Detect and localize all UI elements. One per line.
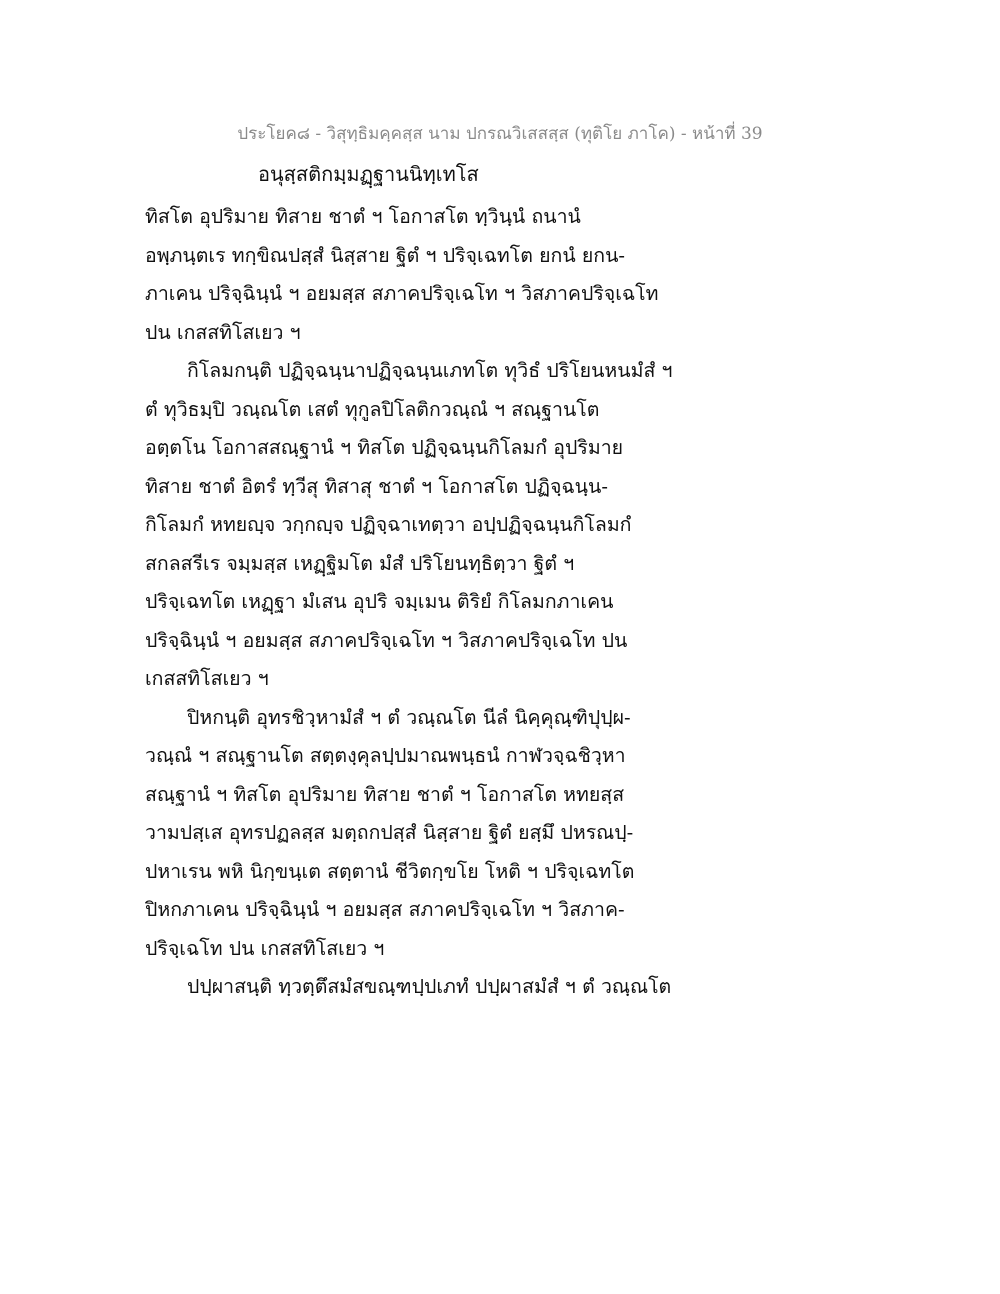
text-line: วามปสฺเส อุทรปฏลสฺส มตฺถกปสฺสํ นิสฺสาย ฐิตํ ยสฺมึ ปหรณปฺ- — [145, 821, 634, 844]
text-line: ปริจฺเฉทโต เหฏฺฐา มํเสน อุปริ จมฺเมน ติริยํ กิโลมกภาเคน — [145, 590, 614, 613]
section-title: อนุสฺสติกมฺมฏฺฐานนิทฺเทโส — [258, 162, 479, 186]
text-line-paragraph-start: ปิหกนฺติ อุทรชิวฺหามํสํ ฯ ตํ วณฺณโต นีลํ นิคฺคุณฺฑิปุปฺผ- — [187, 705, 631, 729]
text-line-paragraph-start: ปปฺผาสนฺติ ทฺวตฺตึสมํสขณฺฑปฺปเภทํ ปปฺผาสมํสํ ฯ ตํ วณฺณโต — [187, 975, 672, 998]
text-line: ทิสาย ชาตํ อิตรํ ทฺวีสุ ทิสาสุ ชาตํ ฯ โอกาสโต ปฏิจฺฉนฺน- — [145, 474, 608, 498]
text-line: ปิหกภาเคน ปริจฺฉินฺนํ ฯ อยมสฺส สภาคปริจฺเฉโท ฯ วิสภาค- — [145, 898, 625, 921]
text-line-paragraph-start: กิโลมกนฺติ ปฏิจฺฉนฺนาปฏิจฺฉนฺนเภทโต ทุวิธํ ปริโยนหนมํสํ ฯ — [187, 359, 673, 382]
text-line: ทิสโต อุปริมาย ทิสาย ชาตํ ฯ โอกาสโต ทฺวินฺนํ ถนานํ — [145, 205, 581, 228]
text-line: ตํ ทุวิธมฺปิ วณฺณโต เสตํ ทุกูลปิโลติกวณฺณํ ฯ สณฺฐานโต — [145, 397, 600, 421]
text-line: วณฺณํ ฯ สณฺฐานโต สตฺตงฺคุลปฺปมาณพนฺธนํ กาฬวจฺฉชิวฺหา — [145, 744, 626, 767]
body-text — [145, 198, 685, 1007]
text-line: อพฺภนฺตเร ทกฺขิณปสฺสํ นิสฺสาย ฐิตํ ฯ ปริจฺเฉทโต ยกนํ ยกน- — [145, 243, 626, 267]
text-line: ปน เกสสทิโสเยว ฯ — [145, 320, 301, 344]
text-line: ภาเคน ปริจฺฉินฺนํ ฯ อยมสฺส สภาคปริจฺเฉโท ฯ วิสภาคปริจฺเฉโท — [145, 282, 659, 305]
text-line: ปริจฺฉินฺนํ ฯ อยมสฺส สภาคปริจฺเฉโท ฯ วิสภาคปริจฺเฉโท ปน — [145, 628, 628, 652]
text-line: ปริจฺเฉโท ปน เกสสทิโสเยว ฯ — [145, 936, 385, 960]
text-line: สณฺฐานํ ฯ ทิสโต อุปริมาย ทิสาย ชาตํ ฯ โอกาสโต หทยสฺส — [145, 782, 625, 806]
text-line: อตฺตโน โอกาสสณฺฐานํ ฯ ทิสโต ปฏิจฺฉนฺนกิโลมกํ อุปริมาย — [145, 436, 624, 459]
text-line: เกสสทิโสเยว ฯ — [145, 667, 269, 690]
running-header: ประโยค๘ - วิสุทฺธิมคฺคสฺส นาม ปกรณวิเสสสฺส (ทุติโย ภาโค) - หน้าที่ 39 — [237, 124, 763, 144]
text-line: สกลสรีเร จมฺมสฺส เหฏฺฐิมโต มํสํ ปริโยนทฺธิตฺวา ฐิตํ ฯ — [145, 551, 575, 575]
text-line: ปหาเรน พหิ นิกฺขนฺเต สตฺตานํ ชีวิตกฺขโย โหติ ฯ ปริจฺเฉทโต — [145, 859, 635, 883]
text-line: กิโลมกํ หทยญฺจ วกฺกญฺจ ปฏิจฺฉาเทตฺวา อปฺปฏิจฺฉนฺนกิโลมกํ — [145, 513, 632, 536]
